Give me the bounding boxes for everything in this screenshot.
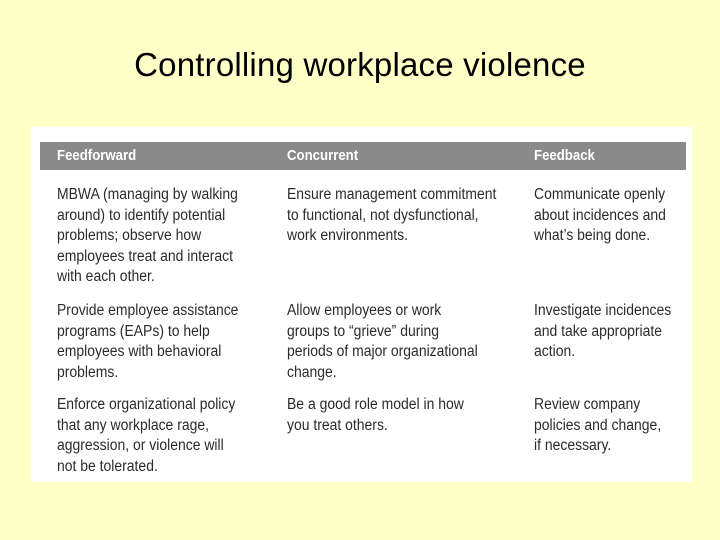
cell-line: Provide employee assistance bbox=[57, 302, 239, 319]
table-cell-feedback bbox=[534, 395, 675, 457]
slide-title: Controlling workplace violence bbox=[134, 46, 586, 83]
cell-line: aggression, or violence will bbox=[57, 437, 224, 454]
cell-line: Review company bbox=[534, 396, 641, 413]
column-header-feedforward: Feedforward bbox=[57, 147, 137, 164]
table-cell-feedback bbox=[534, 185, 681, 247]
cell-line: Investigate incidences bbox=[534, 302, 672, 319]
cell-line: to functional, not dysfunctional, bbox=[287, 206, 479, 224]
cell-line: if necessary. bbox=[534, 437, 612, 454]
cell-line: that any workplace rage, bbox=[57, 416, 209, 434]
cell-line: employees with behavioral bbox=[57, 343, 222, 360]
cell-line: work environments. bbox=[287, 227, 408, 244]
cell-line: Communicate openly bbox=[534, 186, 666, 203]
cell-line: you treat others. bbox=[287, 416, 388, 434]
cell-line: Allow employees or work bbox=[287, 302, 442, 319]
table-cell-concurrent bbox=[287, 395, 483, 436]
cell-line: periods of major organizational bbox=[287, 343, 478, 360]
table-cell-feedforward bbox=[57, 395, 255, 477]
table-cell-feedback bbox=[534, 301, 687, 363]
cell-line: policies and change, bbox=[534, 416, 662, 434]
cell-line: not be tolerated. bbox=[57, 457, 158, 475]
cell-line: groups to “grieve” during bbox=[287, 322, 439, 340]
column-header-concurrent: Concurrent bbox=[287, 147, 359, 164]
cell-line: MBWA (managing by walking bbox=[57, 186, 238, 203]
cell-line: with each other. bbox=[57, 268, 155, 285]
cell-line: what’s being done. bbox=[534, 227, 651, 244]
cell-line: problems; observe how bbox=[57, 227, 202, 244]
table-cell-feedforward bbox=[57, 301, 259, 383]
cell-line: change. bbox=[287, 363, 337, 381]
table-header bbox=[40, 142, 686, 170]
column-header-feedback: Feedback bbox=[534, 147, 595, 164]
cell-line: Enforce organizational policy bbox=[57, 396, 236, 413]
table-cell-feedforward bbox=[57, 185, 258, 288]
cell-line: Ensure management commitment bbox=[287, 186, 497, 203]
cell-line: problems. bbox=[57, 363, 119, 381]
cell-line: about incidences and bbox=[534, 206, 666, 224]
table-cell-concurrent bbox=[287, 301, 499, 383]
cell-line: around) to identify potential bbox=[57, 206, 226, 224]
cell-line: action. bbox=[534, 343, 576, 360]
cell-line: employees treat and interact bbox=[57, 247, 234, 265]
table-cell-concurrent bbox=[287, 185, 520, 247]
cell-line: programs (EAPs) to help bbox=[57, 322, 210, 340]
violence-control-table bbox=[31, 127, 692, 482]
cell-line: and take appropriate bbox=[534, 322, 662, 340]
cell-line: Be a good role model in how bbox=[287, 396, 464, 413]
